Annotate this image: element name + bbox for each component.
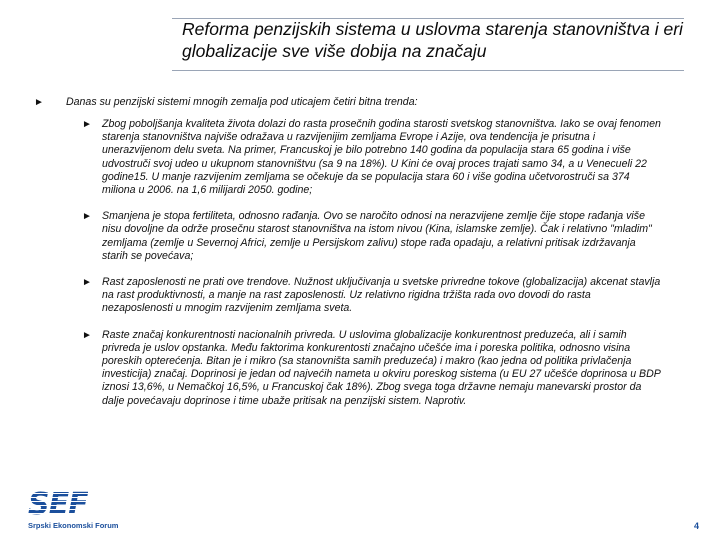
sef-logo — [28, 487, 148, 532]
trend-text: Zbog poboljšanja kvaliteta života dolazi do rasta prosečnih godina starosti svetskog stanovništva. Iako se ovaj fenomen starenja stanovništva najviše odražava u razvijenijim zemljama Evrope i Azije, ova tendencija je prisutna i unerazvijenom delu sveta. Na primer, Francuskoj je bilo potrebno 140 godina da populacija stara 65 godina i više udvostruči svoj udeo u ukupnom stanovništvu (sa 9 na 18%). U Kini će ovaj proces trajati samo 34, a u Venecueli 22 godine15. U manje razvijenim zemljama se očekuje da se populacija stara 60 i više godina učetvorostruči sa 374 miliona u 2006. na 1,6 milijardi 2050. godine; — [102, 118, 661, 197]
title-bottom-rule — [172, 70, 684, 71]
slide-title: Reforma penzijskih sistema u uslovma starenja stanovništva i eri globalizacije sve više dobija na značaju — [182, 19, 683, 61]
trend-list — [82, 118, 674, 408]
bullet-arrow-icon: ► — [82, 277, 92, 289]
trend-text: Raste značaj konkurentnosti nacionalnih privreda. U uslovima globalizacije konkurentnost preduzeća, ali i samih privreda je uslov opstanka. Među faktorima konkurentosti značajno učešće ima i poreska politika, odnosno visina poreskih opterećenja. Bitan je i mikro (sa stanovništa samih preduzeća) i makro (kao jedna od politika privlačenja investicija) značaj. Doprinosi je jedan od najvećih nameta u okviru poreskog sistema (u EU 27 učešće doprinosa u BDP iznosi 13,6%, u Nemačkoj 16,5%, u Francuskoj čak 18%). Zbog svega toga državne nemaju manevarski prostor da dalje povećavaju doprinose i time ubaže pritisak na penzijski sistem. Naprotiv. — [102, 328, 661, 407]
bullet-arrow-icon: ► — [34, 97, 44, 108]
trend-text: Rast zaposlenosti ne prati ove trendove. Nužnost uključivanja u svetske privredne tokove (globalizacija) akcenat stavlja na rast produktivnosti, a manje na rast zaposlenosti. Uz relativno rigidna tržišta rada ovo dovodi do rasta nezaposlenosti u mnogim razvijenim zemljama sveta. — [102, 276, 661, 315]
list-item — [82, 118, 674, 197]
slide-content — [34, 96, 674, 421]
list-item — [82, 276, 674, 316]
trend-text: Smanjena je stopa fertiliteta, odnosno rađanja. Ovo se naročito odnosi na nerazvijene zemlje čije stope rađanja više nisu dovoljne da održe prosečnu starost stanovništva na istom nivou (Kina, islamske zemlje). Čak i relativno "mladim" zemljama (zemlje u Severnoj Africi, zemlje u Persijskom zalivu) stope rađa opadaju, a relativni pritisak izdržavanja starih se povećava; — [102, 210, 652, 262]
bullet-arrow-icon: ► — [82, 329, 92, 341]
title-block — [182, 18, 684, 62]
list-item — [82, 329, 674, 408]
intro-text: Danas su penzijski sistemi mnogih zemalja pod uticajem četiri bitna trenda: — [66, 96, 418, 108]
sef-logo-mark: SEF — [28, 487, 88, 522]
sef-logo-text: Srpski Ekonomski Forum — [28, 521, 119, 530]
bullet-arrow-icon: ► — [82, 211, 92, 223]
bullet-arrow-icon: ► — [82, 119, 92, 130]
list-item — [82, 210, 674, 263]
page-number: 4 — [694, 521, 700, 531]
intro-bullet — [34, 96, 674, 109]
